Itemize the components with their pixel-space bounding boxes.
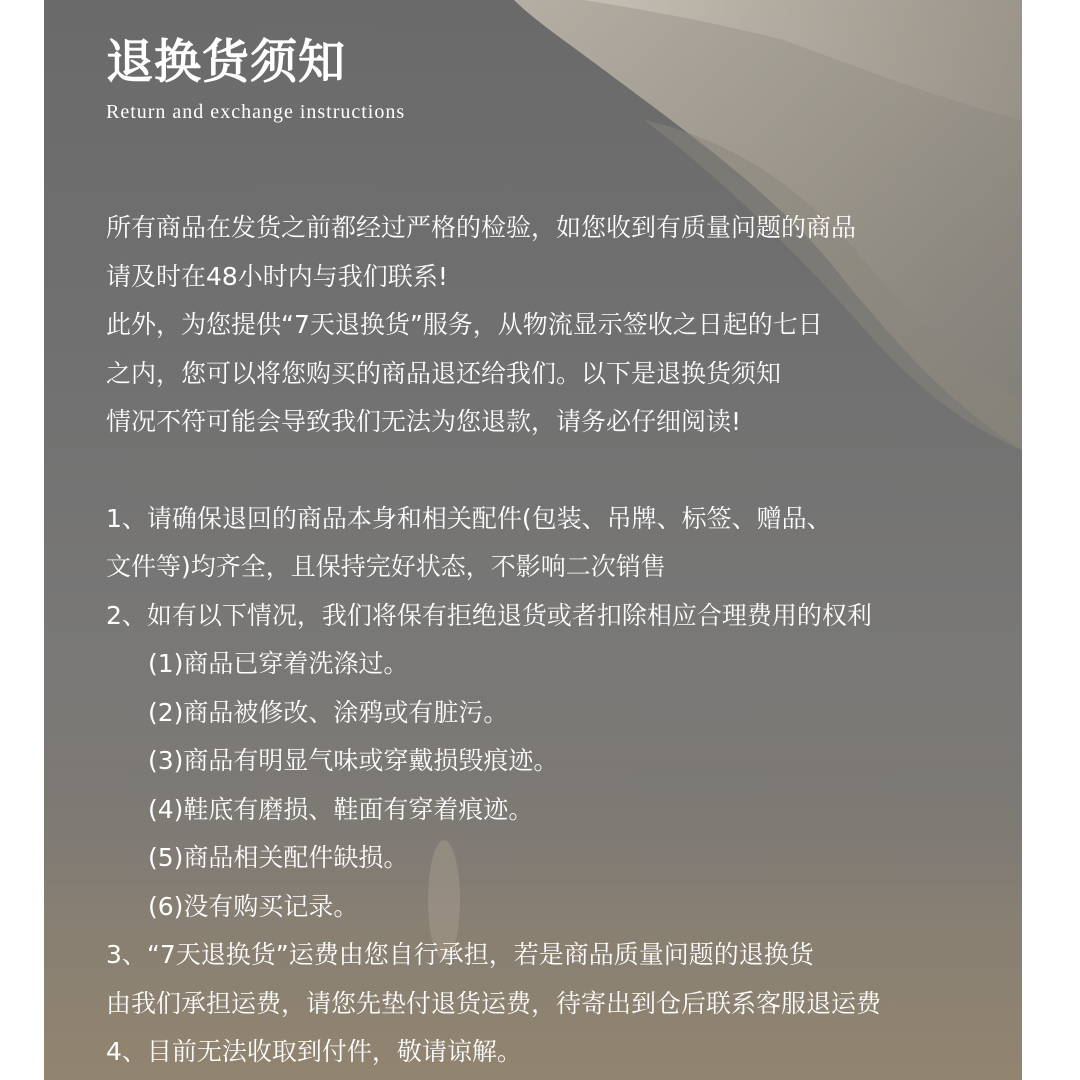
intro-line: 之内，您可以将您购买的商品退还给我们。以下是退换货须知: [106, 358, 782, 388]
rule-2-line: 2、如有以下情况，我们将保有拒绝退货或者扣除相应合理费用的权利: [106, 600, 872, 630]
rule-1-line: 1、请确保退回的商品本身和相关配件(包装、吊牌、标签、赠品、: [106, 503, 832, 533]
rule-3-line: 由我们承担运费，请您先垫付退货运费，待寄出到仓后联系客服退运费: [106, 988, 882, 1018]
rule-2-item: (4)鞋底有磨损、鞋面有穿着痕迹。: [148, 794, 534, 824]
rule-4-line: 4、目前无法收取到付件，敬请谅解。: [106, 1037, 522, 1066]
rules-list: [106, 495, 1006, 1077]
notice-content: [106, 30, 1006, 1077]
intro-line: 情况不符可能会导致我们无法为您退款，请务必仔细阅读!: [106, 407, 742, 436]
rule-2-item: (3)商品有明显气味或穿戴损毁痕迹。: [148, 746, 559, 775]
intro-paragraph: [106, 204, 1006, 447]
rule-3-line: 3、“7天退换货”运费由您自行承担，若是商品质量问题的退换货: [106, 940, 814, 969]
rule-2-item: (6)没有购买记录。: [148, 891, 359, 921]
intro-line: 此外，为您提供“7天退换货”服务，从物流显示签收之日起的七日: [106, 310, 823, 339]
page-subtitle: Return and exchange instructions: [106, 101, 406, 123]
page-title: 退换货须知: [106, 35, 346, 90]
intro-line: 所有商品在发货之前都经过严格的检验，如您收到有质量问题的商品: [106, 213, 857, 242]
rule-2-item: (5)商品相关配件缺损。: [148, 843, 409, 872]
intro-line: 请及时在48小时内与我们联系!: [106, 261, 448, 291]
notice-panel: [44, 0, 1022, 1080]
rule-2-item: (1)商品已穿着洗涤过。: [148, 649, 409, 678]
rule-1-line: 文件等)均齐全，且保持完好状态，不影响二次销售: [106, 552, 666, 581]
rule-2-item: (2)商品被修改、涂鸦或有脏污。: [148, 697, 509, 727]
